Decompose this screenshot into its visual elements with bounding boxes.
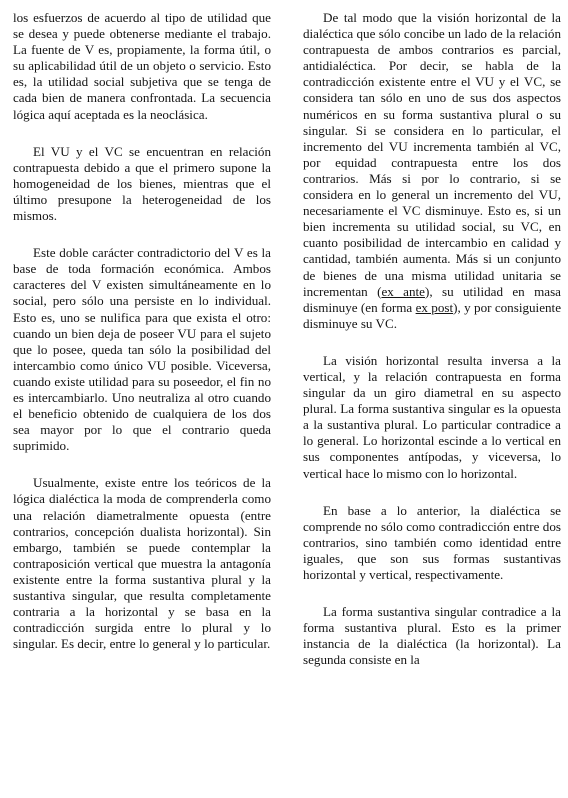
paragraph-text-part-c: ), y por consiguiente disminuye su VC.	[303, 299, 562, 331]
paragraph-text-part-b: ), su utilidad en masa disminuye (en forma	[303, 283, 561, 315]
paragraph-singular-form: La forma sustantiva singular contradice a la forma sustantiva plural. Esto es la primer instancia de la dialéctica (la horizontal). La segunda consiste en la	[303, 604, 561, 668]
ex-post-term: ex post	[415, 299, 454, 315]
paragraph-horizontal-vision	[303, 10, 561, 332]
right-column	[303, 10, 561, 689]
left-column	[13, 10, 271, 673]
paragraph-vu-vc-opposition: El VU y el VC se encuentran en relación contrapuesta debido a que el primero supone la homogeneidad de los bienes, mientras que el último presupone la heterogeneidad de los mismos.	[13, 143, 271, 224]
ex-ante-term: ex ante	[381, 283, 425, 299]
paragraph-dialectic-identity: En base a lo anterior, la dialéctica se comprende no sólo como contradicción entre dos contrarios, sino también como identidad entre iguales, que son sus formas sustantivas horizontal y vertical, respectivamente.	[303, 502, 561, 582]
paragraph-utility-source: los esfuerzos de acuerdo al tipo de utilidad que se desea y puede obtenerse mediante el trabajo. La fuente de V es, propiamente, la forma útil, o su aplicabilidad útil de un objeto o servicio. Esto es, la utilidad social subjetiva que se tenga de cada bien de manera confrontada. La secuencia lógica aquí aceptada es la neoclásica.	[13, 10, 271, 122]
paragraph-double-character: Este doble carácter contradictorio del V es la base de toda formación económica. Ambos caracteres del V existen simultáneamente en lo social, pero sólo una persiste en lo individual. Esto es, uno se nulifica para que exista el otro: cuando un bien deja de poseer VU para el sujeto que lo posee, queda tan sólo la posibilidad del intercambio como único VU posible. Viceversa, cuando existe utilidad para su poseedor, el fin no es intercambiarlo. Uno neutraliza al otro cuando el beneficio obtenido de cualquiera de los dos sea mayor por lo que el contrario queda suprimido.	[13, 245, 271, 454]
paragraph-text-part-a: De tal modo que la visión horizontal de la dialéctica que sólo concibe un lado de la relación contrapuesta de ambos contrarios es parcial, antidialéctica. Por decir, se habla de la contradicción existente entre el VU y el VC, se considera tan sólo en uno de sus dos aspectos numéricos en su forma sustantiva plural o su singular. Si se considera en lo particular, el incremento del VU incrementa también al VC, por equidad contrapuesta entre los dos contrarios. Más si por lo contrario, si se considera en lo general un incremento del VU, necesariamente el VC disminuye. Esto es, si un bien incrementa su utilidad social, su VC, en cuanto posibilidad de intercambio en calidad y cantidad, también aumenta. Más si un conjunto de bienes de una misma utilidad unitaria se incrementan (	[303, 10, 561, 299]
paragraph-inverse-vision: La visión horizontal resulta inversa a la vertical, y la relación contrapuesta en forma singular da un giro diametral en su aspecto plural. La forma sustantiva singular es la opuesta a la sustantiva plural. Lo particular contradice a lo general. Lo horizontal escinde a lo vertical en sus componentes antípodas, y viceversa, lo vertical hace lo mismo con lo horizontal.	[303, 352, 561, 481]
paragraph-dialectic-theorists: Usualmente, existe entre los teóricos de la lógica dialéctica la moda de comprenderla como una relación diametralmente opuesta (entre contrarios, concepción dualista horizontal). Sin embargo, también se puede contemplar la contraposición vertical que muestra la antagonía existente entre la forma sustantiva plural y la sustantiva singular, que resulta completamente contraria a la horizontal y se basa en la contradicción surgida entre lo plural y lo singular. Es decir, entre lo general y lo particular.	[13, 475, 271, 652]
